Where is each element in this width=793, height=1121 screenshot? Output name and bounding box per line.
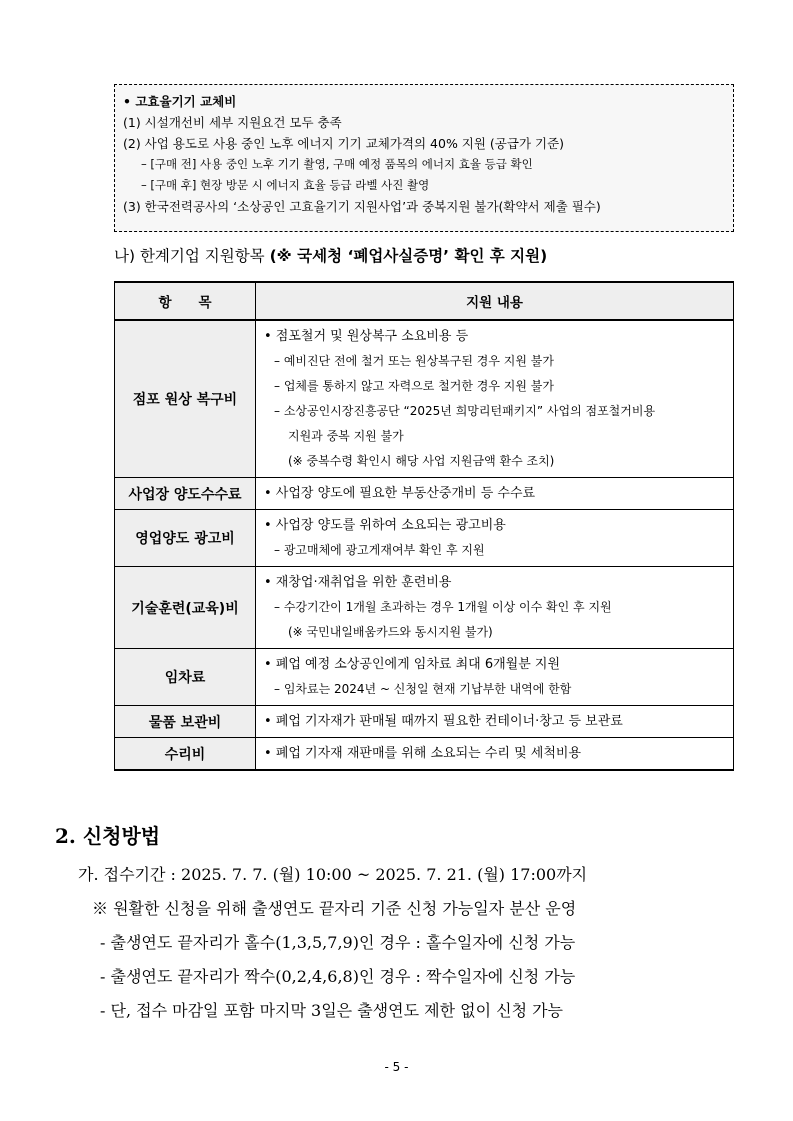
row-item: 수리비 [115, 738, 256, 771]
row-item: 임차료 [115, 649, 256, 706]
table-row [115, 567, 734, 649]
row-content [256, 320, 734, 478]
content-subline: – 수강기간이 1개월 초과하는 경우 1개월 이상 이수 확인 후 지원 [274, 600, 612, 614]
box-subline: – [구매 전] 사용 중인 노후 기기 촬영, 구매 예정 품목의 에너지 효율 등급 확인 [141, 157, 533, 171]
section-subheading [114, 244, 547, 266]
content-line: • 점포철거 및 원상복구 소요비용 등 [264, 329, 469, 344]
content-subline: – 광고매체에 광고게재여부 확인 후 지원 [274, 543, 485, 557]
content-line: • 폐업 예정 소상공인에게 임차료 최대 6개월분 지원 [264, 657, 561, 672]
subheading-note: (※ 국세청 ‘폐업사실증명’ 확인 후 지원) [269, 247, 548, 265]
content-subline: – 예비진단 전에 철거 또는 원상복구된 경우 지원 불가 [274, 354, 554, 368]
table-header-row [115, 282, 734, 320]
content-line: • 사업장 양도에 필요한 부동산중개비 등 수수료 [264, 486, 536, 501]
row-item: 사업장 양도수수료 [115, 478, 256, 510]
row-item: 영업양도 광고비 [115, 510, 256, 567]
row-content [256, 478, 734, 510]
support-items-table [114, 281, 734, 771]
content-subline: – 업체를 통하지 않고 자력으로 철거한 경우 지원 불가 [274, 379, 554, 393]
content-subline: – 임차료는 2024년 ~ 신청일 현재 기납부한 내역에 한함 [274, 682, 572, 696]
table-row [115, 478, 734, 510]
row-content [256, 567, 734, 649]
content-line: • 폐업 기자재 재판매를 위해 소요되는 수리 및 세척비용 [264, 746, 582, 761]
row-content [256, 510, 734, 567]
content-subline: 지원과 중복 지원 불가 [288, 429, 404, 443]
row-content [256, 649, 734, 706]
detail-line: - 출생연도 끝자리가 짝수(0,2,4,6,8)인 경우 : 짝수일자에 신청 가능 [100, 967, 576, 986]
row-item: 점포 원상 복구비 [115, 320, 256, 478]
header-item: 항 목 [115, 282, 256, 320]
row-item: 기술훈련(교육)비 [115, 567, 256, 649]
content-note: (※ 국민내일배움카드와 동시지원 불가) [288, 625, 493, 639]
row-content [256, 738, 734, 771]
application-method-body [78, 858, 587, 1028]
content-line: • 사업장 양도를 위하여 소요되는 광고비용 [264, 518, 506, 533]
table-row [115, 510, 734, 567]
table-row [115, 738, 734, 771]
box-line: (1) 시설개선비 세부 지원요건 모두 충족 [123, 115, 342, 130]
detail-line: - 출생연도 끝자리가 홀수(1,3,5,7,9)인 경우 : 홀수일자에 신청 가능 [100, 933, 576, 952]
box-subline: – [구매 후] 현장 방문 시 에너지 효율 등급 라벨 사진 촬영 [141, 178, 430, 192]
table-row [115, 649, 734, 706]
content-line: • 폐업 기자재가 판매될 때까지 필요한 컨테이너·창고 등 보관료 [264, 714, 623, 729]
row-item: 물품 보관비 [115, 706, 256, 738]
box-line: (3) 한국전력공사의 ‘소상공인 고효율기기 지원사업’과 중복지원 불가(확약서 제출 필수) [123, 199, 601, 214]
row-content [256, 706, 734, 738]
box-title: • 고효율기기 교체비 [123, 94, 237, 109]
subheading-text: 나) 한계기업 지원항목 [114, 247, 270, 265]
note-line: ※ 원활한 신청을 위해 출생연도 끝자리 기준 신청 가능일자 분산 운영 [92, 899, 577, 918]
table-row [115, 320, 734, 478]
detail-line: - 단, 접수 마감일 포함 마지막 3일은 출생연도 제한 없이 신청 가능 [100, 1001, 564, 1020]
header-content: 지원 내용 [256, 282, 734, 320]
content-note: (※ 중복수령 확인시 해당 사업 지원금액 환수 조치) [288, 454, 555, 468]
efficiency-equipment-box [114, 84, 734, 232]
table-row [115, 706, 734, 738]
application-period-line: 가. 접수기간 : 2025. 7. 7. (월) 10:00 ~ 2025. 7. 21. (월) 17:00까지 [78, 865, 588, 884]
content-subline: – 소상공인시장진흥공단 “2025년 희망리턴패키지” 사업의 점포철거비용 [274, 404, 656, 418]
content-line: • 재창업·재취업을 위한 훈련비용 [264, 575, 452, 590]
section-title: 2. 신청방법 [55, 824, 161, 848]
box-line: (2) 사업 용도로 사용 중인 노후 에너지 기기 교체가격의 40% 지원 (공급가 기준) [123, 136, 565, 151]
page-number: - 5 - [384, 1060, 409, 1074]
